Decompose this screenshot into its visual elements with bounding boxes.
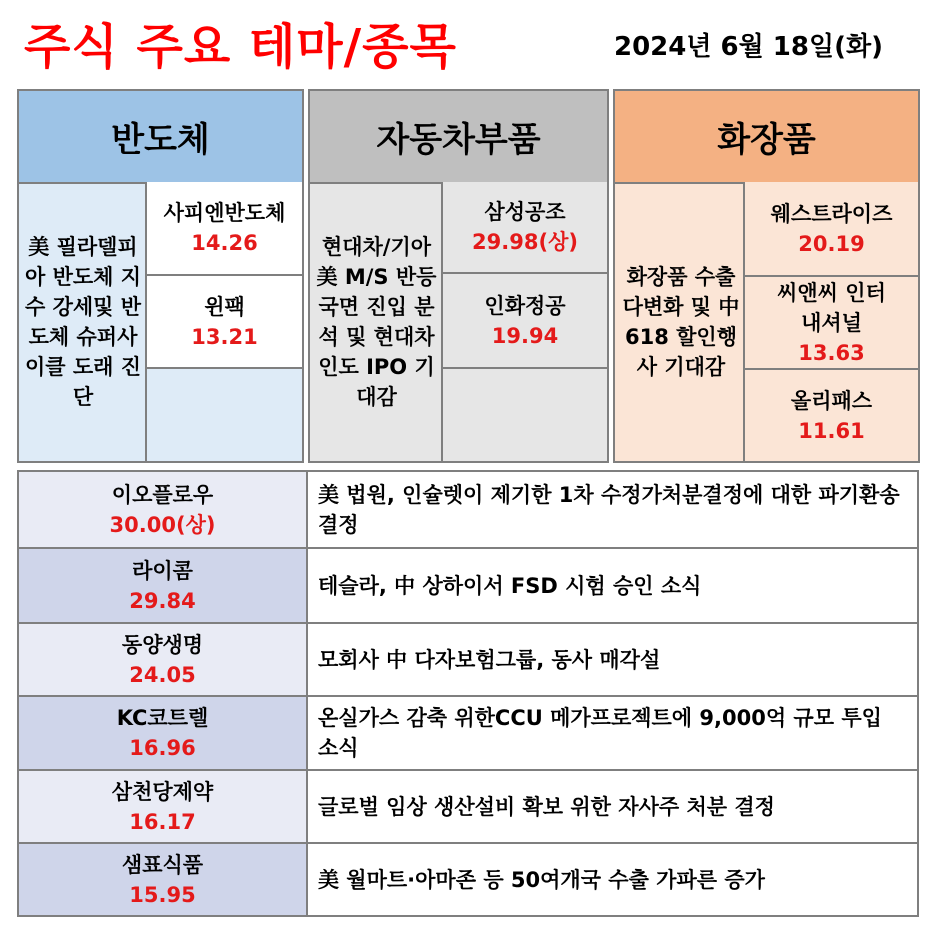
news-text: 모회사 中 다자보험그룹, 동사 매각설 [308,624,917,695]
theme-header: 자동차부품 [310,91,607,184]
stock-change: 20.19 [798,231,865,256]
stock-change: 13.63 [798,340,865,365]
empty-cell [145,367,302,461]
stock-name: 라이콤 [132,558,193,583]
stock-name: 사피엔반도체 [163,201,286,225]
theme-box-semiconductor [17,89,304,463]
table-row [19,472,917,547]
stock-cell [743,275,918,368]
table-row [19,769,917,842]
news-table [17,470,919,917]
stock-cell [441,182,607,272]
theme-header: 화장품 [615,91,918,184]
theme-header: 반도체 [19,91,302,184]
stock-change: 30.00(상) [109,512,216,537]
stock-name: 인화정공 [484,293,566,318]
stock-change: 16.17 [129,809,196,834]
stock-change: 29.98(상) [472,230,578,254]
stock-name: 샘표식품 [121,852,204,877]
stock-cell [441,272,607,367]
stock-name: 삼성공조 [484,200,566,224]
stock-change: 29.84 [129,588,196,613]
stock-cell [19,472,308,547]
stock-cell [19,844,308,915]
stock-name: 삼천당제약 [111,779,214,804]
stock-cell [145,182,302,274]
stock-cell [19,549,308,622]
empty-cell [441,367,607,461]
news-text: 온실가스 감축 위한CCU 메가프로젝트에 9,000억 규모 투입 소식 [308,697,917,769]
stock-change: 13.21 [191,324,258,349]
table-row [19,547,917,622]
theme-box-cosmetics [613,89,920,463]
stock-cell [19,771,308,842]
page-title: 주식 주요 테마/종목 [24,19,457,75]
stock-name: 이오플로우 [111,482,214,507]
news-text: 美 월마트·아마존 등 50여개국 수출 가파른 증가 [308,844,917,915]
stock-change: 19.94 [491,323,559,348]
stock-name: 동양생명 [121,632,204,657]
stock-name: 씨앤씨 인터내셔널 [777,280,886,335]
date-label: 2024년 6월 18일(화) [614,32,883,62]
theme-description: 美 필라델피아 반도체 지수 강세및 반도체 슈퍼사이클 도래 진단 [24,234,142,409]
stock-change: 16.96 [129,736,196,760]
stock-name: 웨스트라이즈 [770,201,893,226]
theme-box-auto-parts [308,89,609,463]
news-text: 글로벌 임상 생산설비 확보 위한 자사주 처분 결정 [308,771,917,842]
stock-cell [743,182,918,275]
news-text: 테슬라, 中 상하이서 FSD 시험 승인 소식 [308,549,917,622]
stock-change: 14.26 [191,231,258,255]
table-row [19,695,917,769]
stock-cell [743,368,918,461]
stock-cell [19,624,308,695]
stock-change: 15.95 [129,882,196,907]
theme-description: 현대차/기아 美 M/S 반등 국면 진입 분석 및 현대차 인도 IPO 기대감 [316,234,437,409]
stock-cell [19,697,308,769]
stock-cell [145,274,302,367]
table-row [19,622,917,695]
stock-name: KC코트렐 [116,706,209,730]
stock-change: 11.61 [798,418,865,443]
stock-change: 24.05 [129,662,196,687]
news-text: 美 법원, 인슐렛이 제기한 1차 수정가처분결정에 대한 파기환송 결정 [308,472,917,547]
theme-description: 화장품 수출 다변화 및 中 618 할인행사 기대감 [622,264,740,379]
table-row [19,842,917,915]
stock-name: 윈팩 [204,294,245,319]
stock-name: 올리패스 [790,388,873,413]
